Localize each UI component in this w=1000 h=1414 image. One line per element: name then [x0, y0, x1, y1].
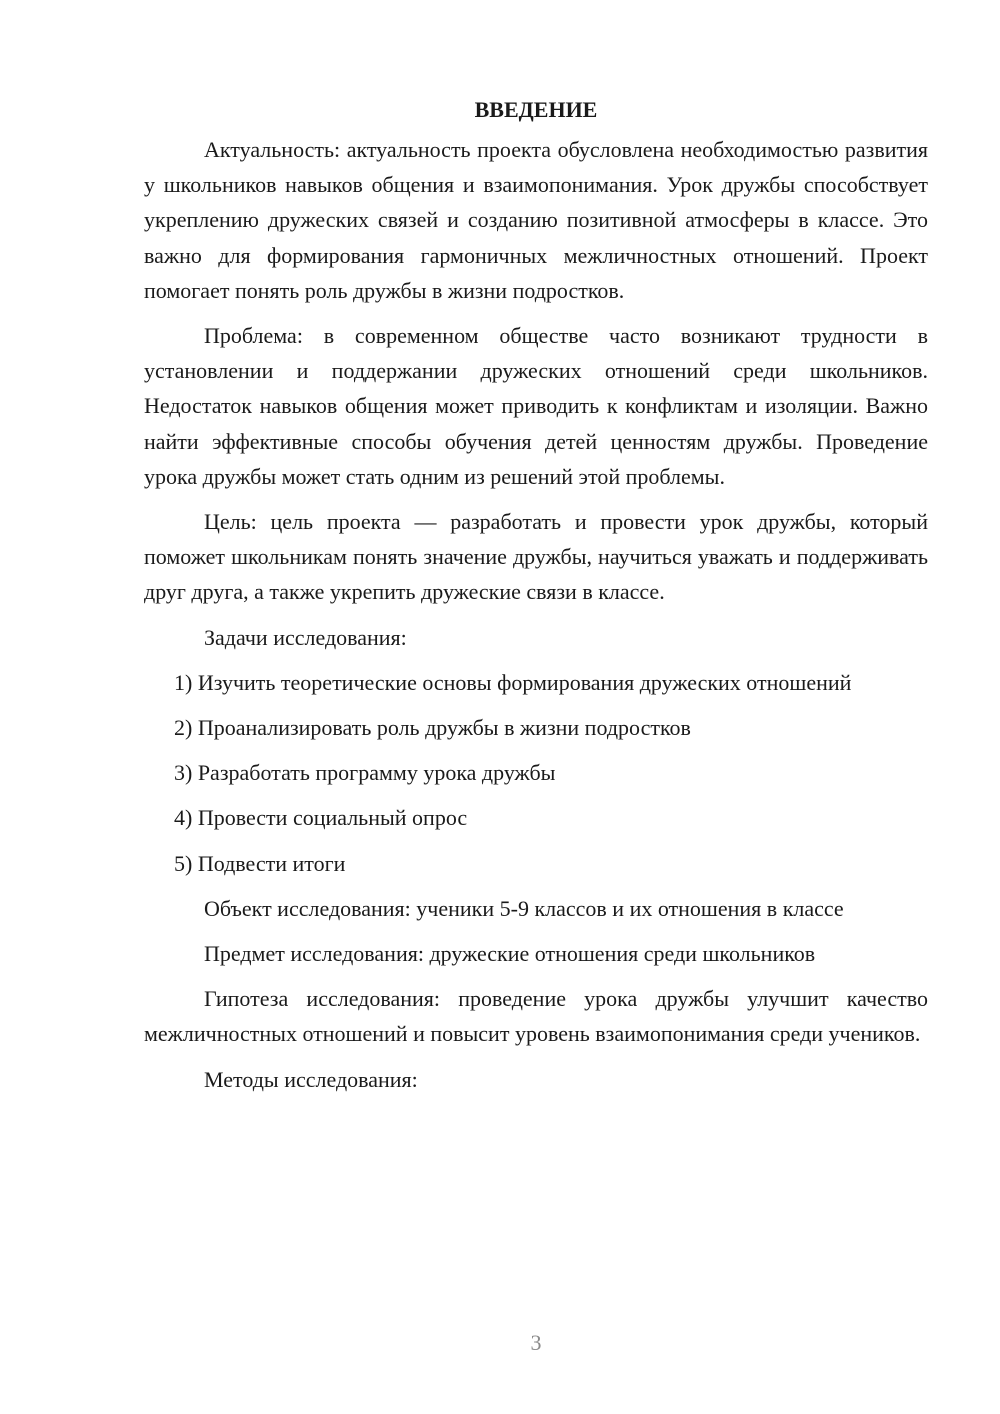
page-number: 3	[530, 1330, 542, 1355]
paragraph-methods: Методы исследования:	[204, 1066, 418, 1092]
paragraph-tasks-heading: Задачи исследования:	[204, 624, 407, 650]
task-item-2: 2) Проанализировать роль дружбы в жизни подростков	[174, 715, 691, 741]
document-page	[144, 92, 928, 1107]
paragraph-goal: Цель: цель проекта — разработать и провести урок дружбы, который поможет школьникам понять значение дружбы, научиться уважать и поддерживать друг друга, а также укрепить дружеские связи в классе.	[144, 509, 928, 605]
task-item-5: 5) Подвести итоги	[174, 850, 346, 876]
section-title: ВВЕДЕНИЕ	[474, 97, 598, 122]
task-item-1: 1) Изучить теоретические основы формирования дружеских отношений	[174, 669, 852, 695]
paragraph-hypothesis: Гипотеза исследования: проведение урока дружбы улучшит качество межличностных отношений и повысит уровень взаимопонимания среди учеников.	[144, 986, 928, 1047]
task-item-3: 3) Разработать программу урока дружбы	[174, 760, 556, 786]
paragraph-subject: Предмет исследования: дружеские отношения среди школьников	[204, 941, 816, 967]
paragraph-relevance: Актуальность: актуальность проекта обусловлена необходимостью развития у школьников навыков общения и взаимопонимания. Урок дружбы способствует укреплению дружеских связей и созданию позитивной атмосферы в классе. Это важно для формирования гармоничных межличностных отношений. Проект помогает понять роль дружбы в жизни подростков.	[144, 137, 928, 303]
task-item-4: 4) Провести социальный опрос	[174, 805, 468, 831]
paragraph-object: Объект исследования: ученики 5-9 классов и их отношения в классе	[204, 895, 844, 921]
paragraph-problem: Проблема: в современном обществе часто возникают трудности в установлении и поддержании дружеских отношений среди школьников. Недостаток навыков общения может приводить к конфликтам и изоляции. Важно найти эффективные способы обучения детей ценностям дружбы. Проведение урока дружбы может стать одним из решений этой проблемы.	[144, 323, 928, 489]
